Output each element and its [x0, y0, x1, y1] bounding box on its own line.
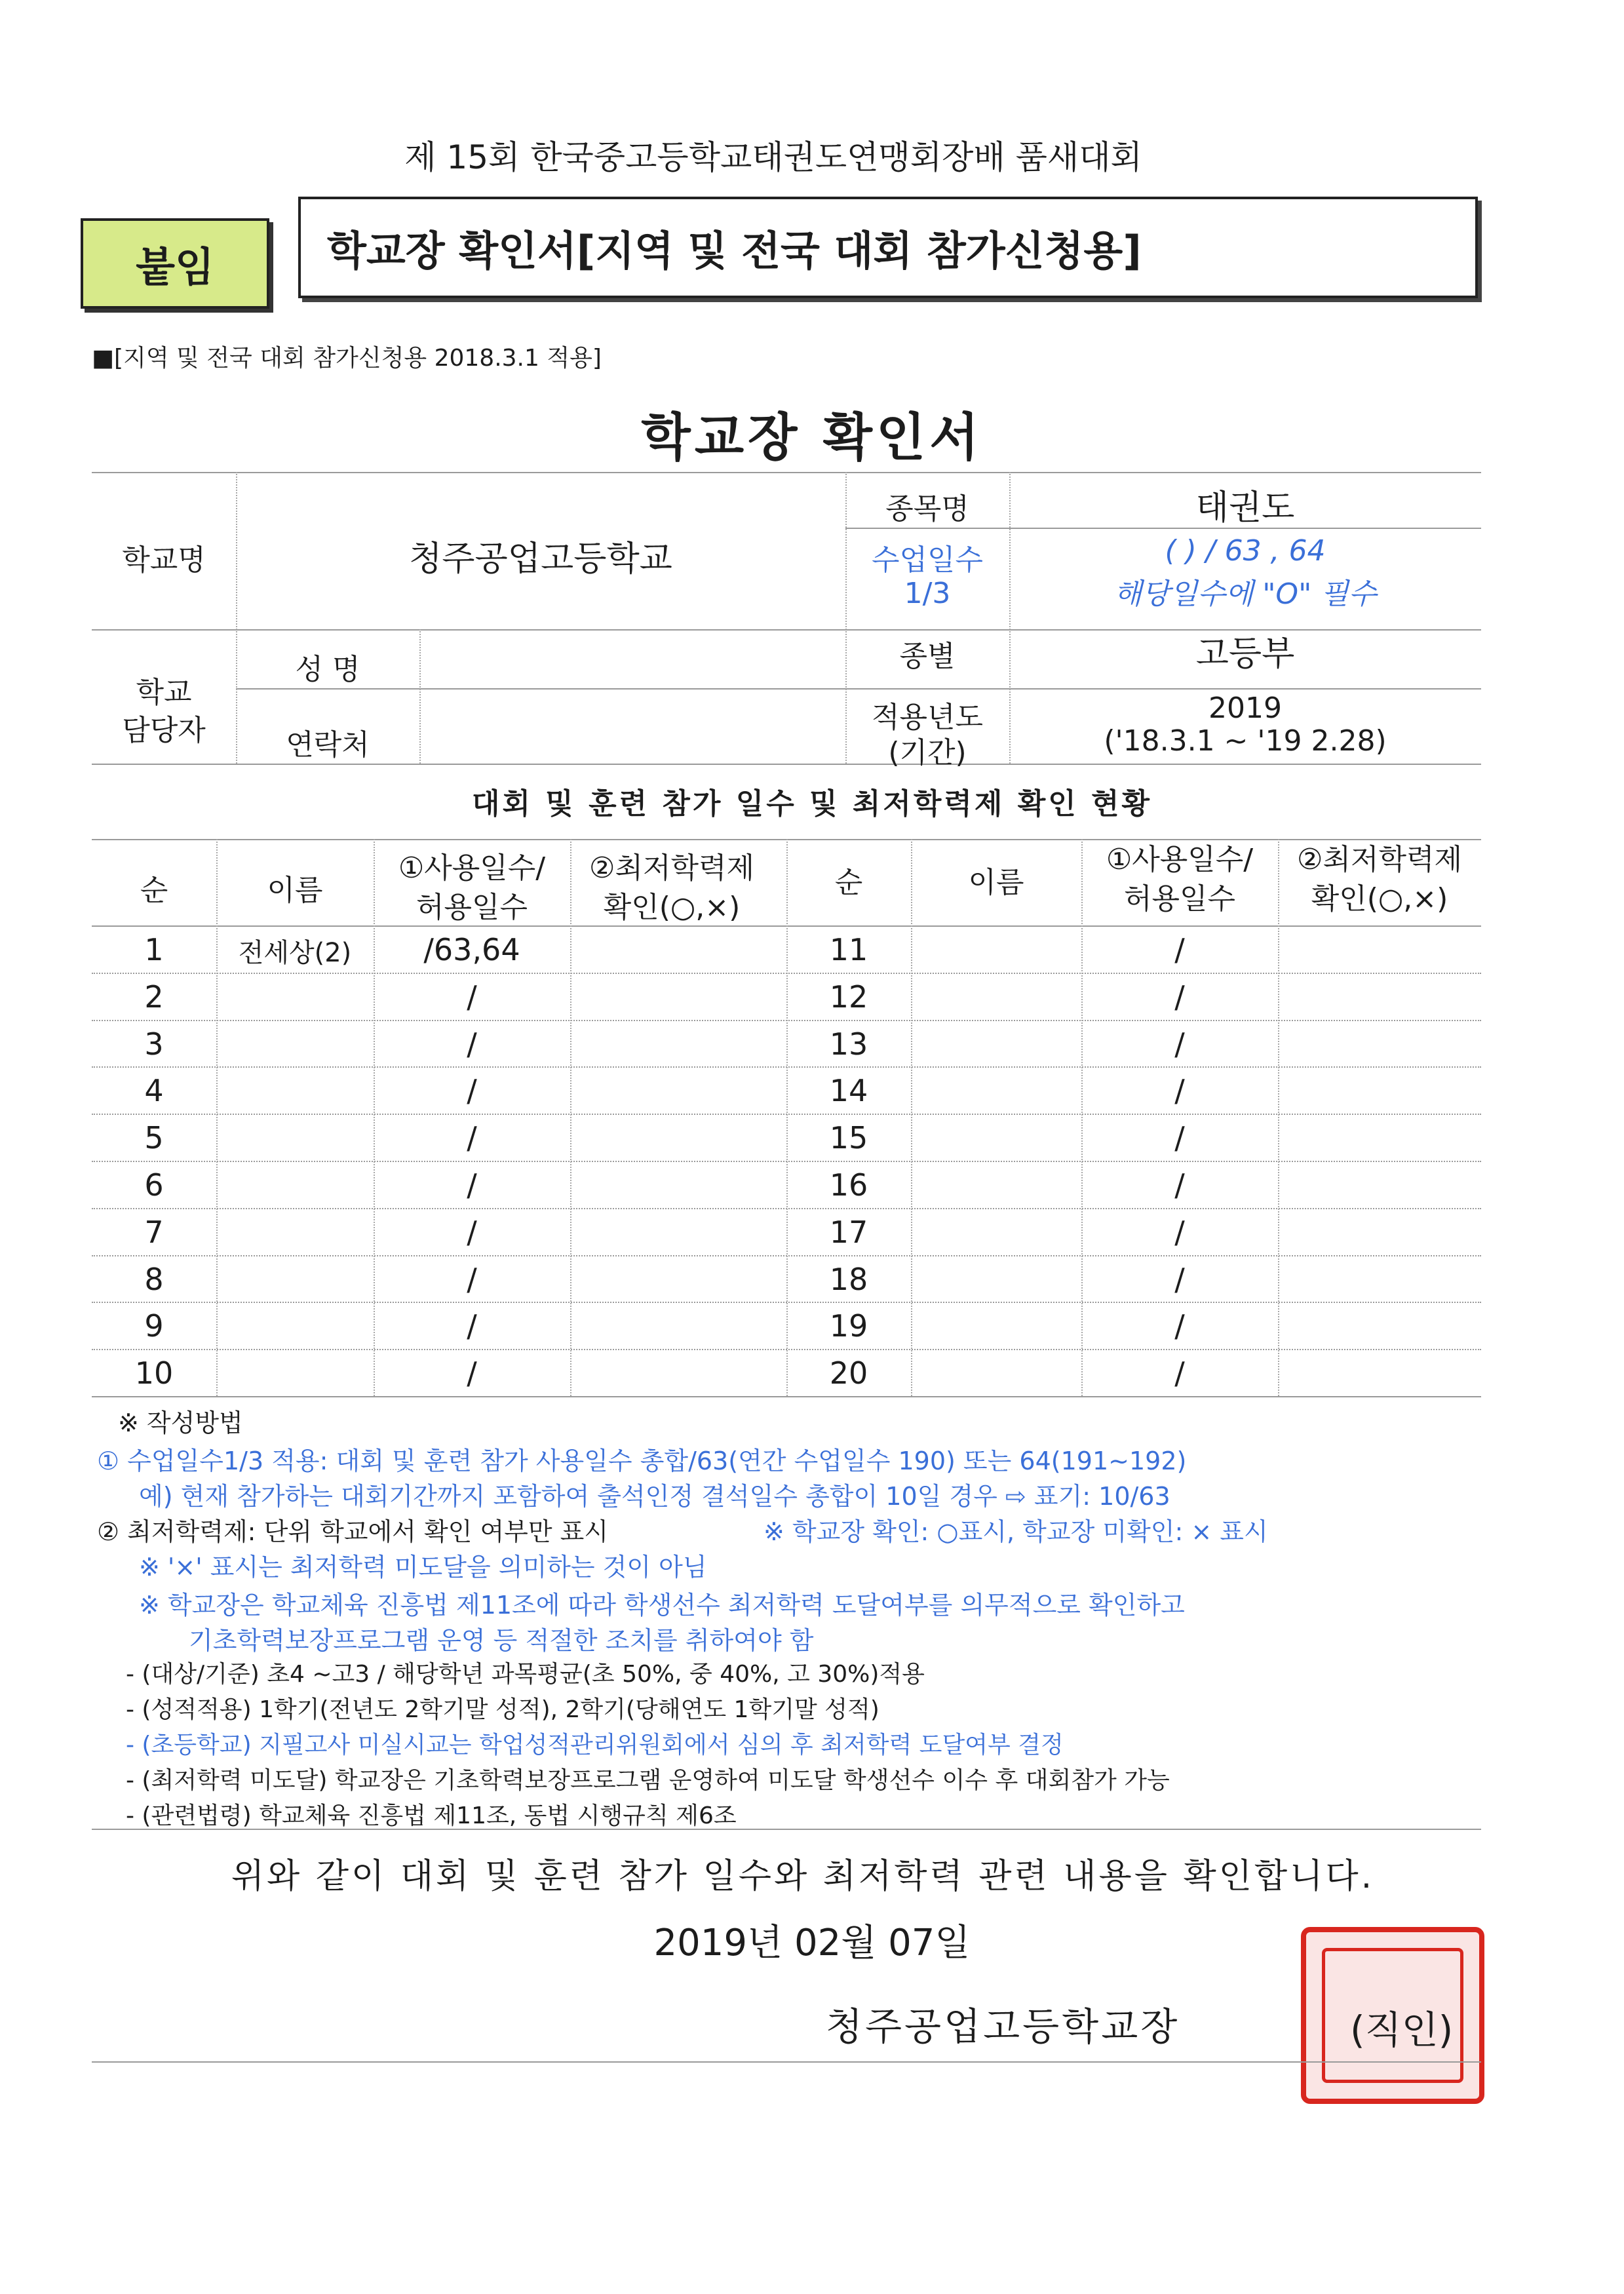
confirmation-statement: 위와 같이 대회 및 훈련 참가 일수와 최저학력 관련 내용을 확인합니다.	[231, 1857, 1375, 1896]
row-days: /	[1174, 1261, 1185, 1297]
year-value-2: ('18.3.1 ~ '19 2.28)	[1104, 724, 1387, 758]
principal-signature: 청주공업고등학교장	[826, 2004, 1180, 2049]
year-value-1: 2019	[1208, 691, 1282, 725]
row-days: /	[1174, 1214, 1185, 1250]
note-3: ※ '×' 표시는 최저학력 미도달을 의미하는 것이 아님	[139, 1553, 707, 1582]
row-days: /	[1174, 1167, 1185, 1203]
row-number: 14	[829, 1073, 868, 1109]
info-line-name	[236, 688, 1481, 690]
detail-3: - (초등학교) 지필고사 미실시교는 학업성적관리위원회에서 심의 후 최저학력 도달여부 결정	[126, 1732, 1064, 1759]
note-2a: ② 최저학력제: 단위 학교에서 확인 여부만 표시	[97, 1517, 609, 1546]
row-number: 10	[134, 1355, 174, 1391]
note-1b: 예) 현재 참가하는 대회기간까지 포함하여 출석인정 결석일수 총합이 10일 경우 ⇨ 표기: 10/63	[139, 1482, 1170, 1511]
row-number: 20	[829, 1355, 868, 1391]
detail-5: - (관련법령) 학교체육 진흥법 제11조, 동법 시행규칙 제6조	[126, 1802, 737, 1829]
row-number: 16	[829, 1167, 868, 1203]
col-min-left-2: 확인(○,×)	[603, 891, 741, 924]
staff-contact-label: 연락처	[286, 728, 370, 762]
table-column-divider	[1081, 839, 1083, 1396]
note-1a: ① 수업일수1/3 적용: 대회 및 훈련 참가 사용일수 총합/63(연간 수업일수 190) 또는 64(191~192)	[97, 1447, 1187, 1475]
row-days: /63,64	[423, 932, 520, 967]
attachment-badge: 붙임	[81, 218, 269, 309]
days-label-2: 1/3	[904, 577, 951, 610]
division-label: 종별	[899, 640, 956, 673]
issue-date: 2019년 02월 07일	[653, 1922, 971, 1964]
school-label: 학교명	[122, 543, 206, 577]
col-min-left-1: ②최저학력제	[589, 851, 754, 885]
detail-1: - (대상/기준) 초4 ~고3 / 해당학년 과목평균(초 50%, 중 40%, 고 30%)적용	[126, 1661, 925, 1688]
row-days: /	[467, 1355, 477, 1391]
participation-table-title: 대회 및 훈련 참가 일수 및 최저학력제 확인 현황	[471, 787, 1153, 821]
table-column-divider	[911, 839, 912, 1396]
staff-label-1: 학교	[136, 676, 192, 709]
row-number: 7	[144, 1214, 164, 1250]
row-number: 8	[144, 1261, 164, 1297]
sport-label: 종목명	[885, 492, 969, 526]
division-value: 고등부	[1195, 634, 1295, 674]
days-label-1: 수업일수	[871, 543, 983, 577]
school-value: 청주공업고등학교	[409, 539, 672, 579]
row-days: /	[467, 1308, 477, 1344]
event-title: 제 15회 한국중고등학교태권도연맹회장배 품새대회	[404, 138, 1142, 176]
footer-bottom-line	[92, 2061, 1481, 2063]
note-4b: 기초학력보장프로그램 운영 등 적절한 조치를 취하여야 함	[189, 1626, 814, 1655]
row-days: /	[1174, 1355, 1185, 1391]
notes-bottom-line	[92, 1829, 1481, 1830]
col-no-left: 순	[140, 874, 168, 907]
row-number: 17	[829, 1214, 868, 1250]
table-column-divider	[216, 839, 218, 1396]
year-label-1: 적용년도	[871, 701, 983, 734]
info-divider-2	[419, 629, 421, 764]
document-box-title: 학교장 확인서[지역 및 전국 대회 참가신청용]	[298, 197, 1478, 298]
row-days: /	[467, 1167, 477, 1203]
table-column-divider	[786, 839, 788, 1396]
info-bottom-line	[92, 764, 1481, 765]
year-label-2: (기간)	[888, 736, 967, 769]
col-days-right-2: 허용일수	[1123, 882, 1235, 916]
staff-label-2: 담당자	[122, 714, 206, 747]
row-days: /	[1174, 1026, 1185, 1062]
row-number: 5	[144, 1120, 164, 1156]
row-number: 18	[829, 1261, 868, 1297]
staff-name-label: 성 명	[295, 653, 360, 686]
table-column-divider	[1278, 839, 1279, 1396]
row-days: /	[467, 1073, 477, 1109]
row-days: /	[467, 1214, 477, 1250]
row-number: 11	[829, 932, 868, 967]
col-no-right: 순	[834, 866, 863, 899]
row-number: 12	[829, 979, 868, 1015]
row-number: 13	[829, 1026, 868, 1062]
detail-4: - (최저학력 미도달) 학교장은 기초학력보장프로그램 운영하여 미도달 학생선수 이수 후 대회참가 가능	[126, 1767, 1170, 1794]
detail-2: - (성적적용) 1학기(전년도 2학기말 성적), 2학기(당해연도 1학기말 성적)	[126, 1696, 880, 1723]
page-title: 학교장 확인서	[641, 408, 983, 467]
row-number: 2	[144, 979, 164, 1015]
row-days: /	[467, 979, 477, 1015]
row-number: 4	[144, 1073, 164, 1109]
row-days: /	[1174, 979, 1185, 1015]
row-number: 3	[144, 1026, 164, 1062]
days-value-2: 해당일수에 "O" 필수	[1113, 577, 1377, 611]
row-number: 1	[144, 932, 164, 967]
note-2b: ※ 학교장 확인: ○표시, 학교장 미확인: × 표시	[764, 1517, 1268, 1546]
col-days-left-1: ①사용일수/	[398, 851, 546, 885]
col-days-right-1: ①사용일수/	[1106, 843, 1254, 876]
days-value-1: ( ) / 63 , 64	[1165, 534, 1326, 568]
info-divider-1	[236, 472, 237, 764]
row-number: 6	[144, 1167, 164, 1203]
sport-value: 태권도	[1195, 488, 1295, 528]
col-min-right-2: 확인(○,×)	[1311, 882, 1448, 916]
row-days: /	[467, 1026, 477, 1062]
row-name: 전세상(2)	[238, 938, 352, 968]
application-note: ■[지역 및 전국 대회 참가신청용 2018.3.1 적용]	[92, 345, 602, 372]
stamp-label: (직인)	[1350, 2008, 1454, 2052]
row-days: /	[467, 1120, 477, 1156]
table-bottom-line	[92, 1396, 1481, 1397]
col-days-left-2: 허용일수	[416, 891, 528, 924]
col-min-right-1: ②최저학력제	[1297, 843, 1462, 876]
row-days: /	[1174, 1120, 1185, 1156]
row-days: /	[1174, 1308, 1185, 1344]
row-number: 15	[829, 1120, 868, 1156]
col-name-right: 이름	[968, 866, 1024, 899]
note-4a: ※ 학교장은 학교체육 진흥법 제11조에 따라 학생선수 최저학력 도달여부를 의무적으로 확인하고	[139, 1591, 1185, 1620]
row-number: 9	[144, 1308, 164, 1344]
row-days: /	[1174, 1073, 1185, 1109]
col-name-left: 이름	[267, 874, 323, 907]
row-number: 19	[829, 1308, 868, 1344]
row-days: /	[467, 1261, 477, 1297]
notes-heading: ※ 작성방법	[118, 1409, 243, 1437]
row-days: /	[1174, 932, 1185, 967]
info-top-line	[92, 472, 1481, 473]
